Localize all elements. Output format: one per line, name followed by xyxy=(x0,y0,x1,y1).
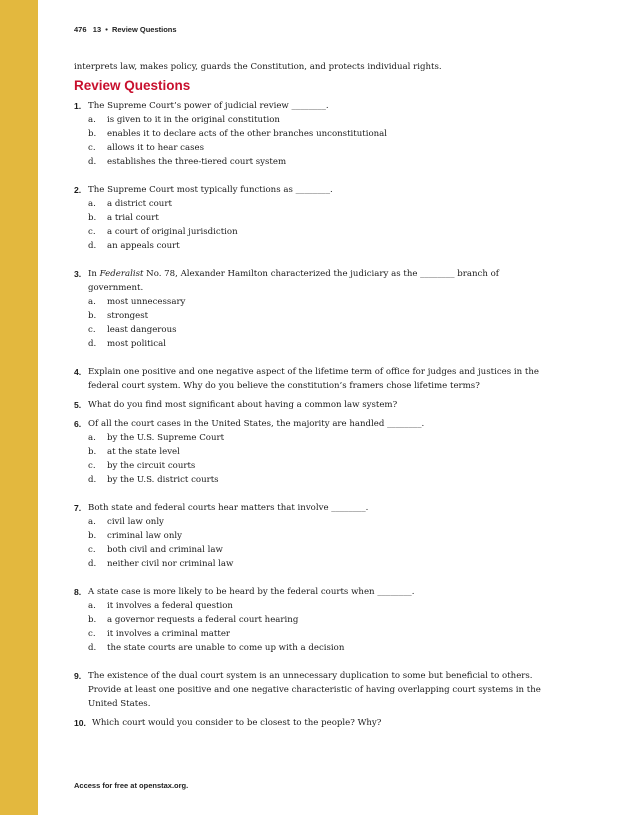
option-text: at the state level xyxy=(107,447,180,457)
question-3 xyxy=(74,267,544,295)
option xyxy=(88,641,544,655)
section-title: Review Questions xyxy=(74,78,191,93)
option-letter: c. xyxy=(88,545,96,555)
option-letter: d. xyxy=(88,157,97,167)
option-text: it involves a criminal matter xyxy=(107,629,231,639)
option xyxy=(88,197,544,211)
option-text: an appeals court xyxy=(107,241,180,251)
question-9 xyxy=(74,669,544,711)
question-text: The existence of the dual court system is an unnecessary duplication to some but beneficial to others. Provide at least one positive and one negative characteristic of having overlapping court systems in the United States. xyxy=(88,671,541,709)
option-text: neither civil nor criminal law xyxy=(107,559,234,569)
question-4 xyxy=(74,365,544,393)
option xyxy=(88,239,544,253)
question-10 xyxy=(74,716,544,730)
question-number: 3. xyxy=(74,269,82,279)
option xyxy=(88,323,544,337)
option-letter: a. xyxy=(88,517,96,527)
question-text: Explain one positive and one negative aspect of the lifetime term of office for judges and justices in the federal court system. Why do you believe the constitution’s framers chose lifetime terms? xyxy=(88,367,539,391)
option-text: by the U.S. district courts xyxy=(107,475,219,485)
question-7 xyxy=(74,501,544,515)
option-letter: d. xyxy=(88,559,97,569)
option xyxy=(88,599,544,613)
option-text: most unnecessary xyxy=(107,297,186,307)
option xyxy=(88,627,544,641)
option-letter: d. xyxy=(88,241,97,251)
question-text: The Supreme Court most typically functions as ________. xyxy=(88,185,333,195)
option xyxy=(88,543,544,557)
question-1 xyxy=(74,99,544,113)
option-letter: b. xyxy=(88,447,97,457)
option-letter: a. xyxy=(88,601,96,611)
question-number: 6. xyxy=(74,419,82,429)
option xyxy=(88,557,544,571)
option xyxy=(88,155,544,169)
option-letter: c. xyxy=(88,227,96,237)
running-header xyxy=(74,25,177,34)
question-number: 1. xyxy=(74,101,82,111)
option-text: both civil and criminal law xyxy=(107,545,223,555)
option xyxy=(88,141,544,155)
question-8 xyxy=(74,585,544,599)
question-text: The Supreme Court’s power of judicial review ________. xyxy=(88,101,329,111)
option-text: strongest xyxy=(107,311,149,321)
question-text: Of all the court cases in the United States, the majority are handled ________. xyxy=(88,419,425,429)
option xyxy=(88,211,544,225)
option-letter: c. xyxy=(88,143,96,153)
question-number: 8. xyxy=(74,587,82,597)
option xyxy=(88,445,544,459)
chapter-number: 13 xyxy=(92,25,102,34)
option-text: a court of original jurisdiction xyxy=(107,227,238,237)
option-letter: b. xyxy=(88,129,97,139)
option xyxy=(88,431,544,445)
question-text: A state case is more likely to be heard by the federal courts when ________. xyxy=(88,587,415,597)
option-letter: a. xyxy=(88,115,96,125)
federalist-title: Federalist xyxy=(99,269,144,279)
option-letter: c. xyxy=(88,461,96,471)
page-number: 476 xyxy=(74,25,87,34)
option-text: is given to it in the original constitution xyxy=(107,115,280,125)
question-text: What do you find most significant about having a common law system? xyxy=(88,400,398,410)
page-content xyxy=(74,60,544,730)
option-letter: b. xyxy=(88,311,97,321)
option-text: civil law only xyxy=(107,517,164,527)
option-letter: b. xyxy=(88,531,97,541)
option-letter: d. xyxy=(88,643,97,653)
intro-text: interprets law, makes policy, guards the Constitution, and protects individual rights. xyxy=(74,62,442,72)
option-letter: d. xyxy=(88,339,97,349)
page-margin-bar xyxy=(0,0,38,815)
question-text: In Federalist No. 78, Alexander Hamilton characterized the judiciary as the ________ branch of government. xyxy=(88,269,499,293)
option-letter: a. xyxy=(88,433,96,443)
option-letter: c. xyxy=(88,325,96,335)
option-letter: a. xyxy=(88,199,96,209)
option-letter: b. xyxy=(88,615,97,625)
option-text: enables it to declare acts of the other branches unconstitutional xyxy=(107,129,388,139)
question-number: 5. xyxy=(74,400,82,410)
option xyxy=(88,459,544,473)
option-text: most political xyxy=(107,339,166,349)
option xyxy=(88,127,544,141)
option xyxy=(88,473,544,487)
option-text: a district court xyxy=(107,199,172,209)
question-2 xyxy=(74,183,544,197)
question-text: Both state and federal courts hear matters that involve ________. xyxy=(88,503,369,513)
option xyxy=(88,337,544,351)
question-6 xyxy=(74,417,544,431)
option xyxy=(88,295,544,309)
header-separator: • xyxy=(105,25,108,34)
option-text: criminal law only xyxy=(107,531,182,541)
question-text: Which court would you consider to be closest to the people? Why? xyxy=(92,718,382,728)
question-5 xyxy=(74,398,544,412)
option xyxy=(88,225,544,239)
page-footer: Access for free at openstax.org. xyxy=(74,781,189,790)
option-text: establishes the three-tiered court system xyxy=(107,157,287,167)
option xyxy=(88,113,544,127)
section-name: Review Questions xyxy=(111,25,177,34)
question-number: 10. xyxy=(74,718,86,728)
option-letter: b. xyxy=(88,213,97,223)
option-letter: c. xyxy=(88,629,96,639)
option-text: a governor requests a federal court hearing xyxy=(107,615,299,625)
option-text: least dangerous xyxy=(107,325,177,335)
option xyxy=(88,529,544,543)
question-number: 7. xyxy=(74,503,82,513)
option-text: by the U.S. Supreme Court xyxy=(107,433,225,443)
option-letter: d. xyxy=(88,475,97,485)
option-text: a trial court xyxy=(107,213,159,223)
question-number: 9. xyxy=(74,671,82,681)
option-letter: a. xyxy=(88,297,96,307)
option-text: the state courts are unable to come up with a decision xyxy=(107,643,345,653)
option xyxy=(88,613,544,627)
option-text: allows it to hear cases xyxy=(107,143,205,153)
question-number: 4. xyxy=(74,367,82,377)
option-text: by the circuit courts xyxy=(107,461,196,471)
question-number: 2. xyxy=(74,185,82,195)
option-text: it involves a federal question xyxy=(107,601,233,611)
option xyxy=(88,515,544,529)
option xyxy=(88,309,544,323)
